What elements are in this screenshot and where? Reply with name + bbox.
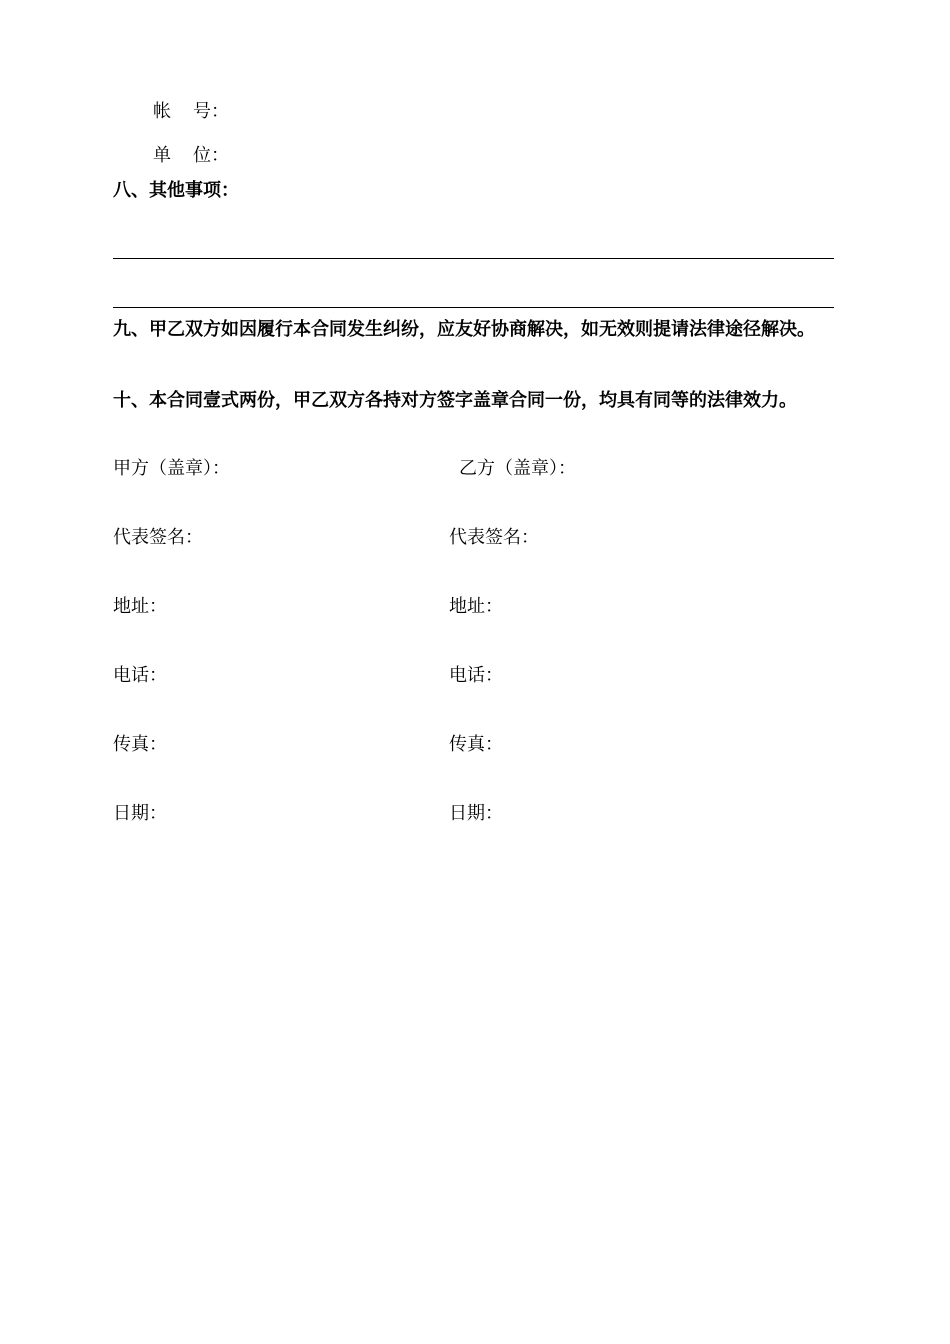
party-b-signature-label: 代表签名： xyxy=(449,527,539,548)
party-b-address-label: 地址： xyxy=(449,596,503,617)
unit-label-rest: 位： xyxy=(193,145,229,166)
blank-line-2 xyxy=(113,307,834,308)
clause-eight-heading: 八、其他事项： xyxy=(113,180,239,201)
party-b-phone-label: 电话： xyxy=(449,665,503,686)
party-b-date-label: 日期： xyxy=(449,803,503,824)
party-a-signature-label: 代表签名： xyxy=(113,527,203,548)
account-field-label xyxy=(153,100,229,124)
party-a-date-label: 日期： xyxy=(113,803,167,824)
party-b-seal-label: 乙方（盖章）： xyxy=(459,458,576,479)
clause-ten: 十、本合同壹式两份，甲乙双方各持对方签字盖章合同一份，均具有同等的法律效力。 xyxy=(113,390,797,411)
party-a-address-label: 地址： xyxy=(113,596,167,617)
blank-line-1 xyxy=(113,258,834,259)
party-a-phone-label: 电话： xyxy=(113,665,167,686)
unit-field-label xyxy=(153,144,229,168)
clause-nine: 九、甲乙双方如因履行本合同发生纠纷，应友好协商解决，如无效则提请法律途径解决。 xyxy=(113,319,815,340)
party-a-fax-label: 传真： xyxy=(113,734,167,755)
account-label-rest: 号： xyxy=(193,101,229,122)
party-a-seal-label: 甲方（盖章）： xyxy=(113,458,230,479)
account-label-char: 帐 xyxy=(153,101,171,122)
party-b-fax-label: 传真： xyxy=(449,734,503,755)
unit-label-char: 单 xyxy=(153,145,171,166)
